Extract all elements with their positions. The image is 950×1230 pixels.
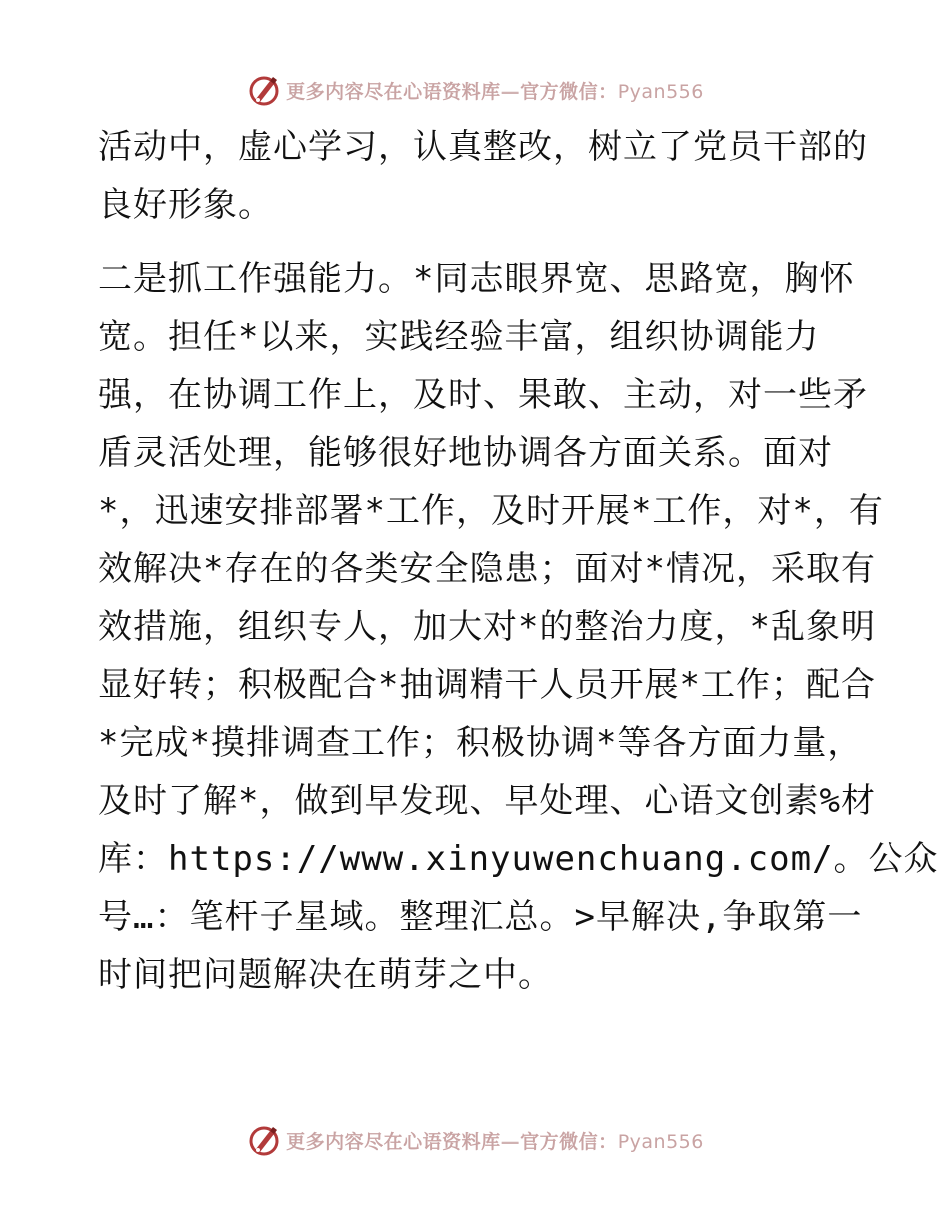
banner-separator: — xyxy=(500,80,521,103)
footer-banner xyxy=(0,1120,950,1160)
text-line: 显好转；积极配合*抽调精干人员开展*工作；配合 xyxy=(98,665,876,705)
text-line: 效措施，组织专人，加大对*的整治力度，*乱象明 xyxy=(98,607,876,647)
text-line: 强，在协调工作上，及时、果敢、主动，对一些矛 xyxy=(98,375,868,415)
banner-separator: — xyxy=(500,1130,521,1153)
header-banner xyxy=(0,70,950,110)
text-line: 宽。担任*以来，实践经验丰富，组织协调能力 xyxy=(98,317,820,357)
paragraph-gap xyxy=(98,234,858,250)
banner-wechat-id: Pyan556 xyxy=(617,1130,704,1153)
document-body xyxy=(98,118,939,1004)
banner-wechat-id: Pyan556 xyxy=(617,80,704,103)
banner-title: 更多内容尽在心语资料库 xyxy=(286,1130,501,1153)
pen-logo-icon xyxy=(246,1122,282,1158)
text-line: *，迅速安排部署*工作，及时开展*工作，对*，有 xyxy=(98,491,884,531)
text-line: 良好形象。 xyxy=(98,185,273,225)
banner-wechat-label: 官方微信： xyxy=(520,1130,618,1153)
text-line: 库：https://www.xinyuwenchuang.com/。公众 xyxy=(98,839,939,879)
banner-text xyxy=(286,1127,704,1154)
text-line: 时间把问题解决在萌芽之中。 xyxy=(98,955,553,995)
text-line: 效解决*存在的各类安全隐患；面对*情况，采取有 xyxy=(98,549,876,589)
paragraph-1 xyxy=(98,118,868,234)
text-line: 盾灵活处理，能够很好地协调各方面关系。面对 xyxy=(98,433,833,473)
text-line: 号…：笔杆子星域。整理汇总。>早解决,争取第一 xyxy=(98,897,863,937)
paragraph-2 xyxy=(98,250,939,1004)
text-line: *完成*摸排调查工作；积极协调*等各方面力量， xyxy=(98,723,863,763)
text-line: 及时了解*，做到早发现、早处理、心语文创素%材 xyxy=(98,781,876,821)
banner-title: 更多内容尽在心语资料库 xyxy=(286,80,501,103)
banner-wechat-label: 官方微信： xyxy=(520,80,618,103)
text-line: 活动中，虚心学习，认真整改，树立了党员干部的 xyxy=(98,127,868,167)
text-line: 二是抓工作强能力。*同志眼界宽、思路宽，胸怀 xyxy=(98,259,855,299)
pen-logo-icon xyxy=(246,72,282,108)
banner-text xyxy=(286,77,704,104)
